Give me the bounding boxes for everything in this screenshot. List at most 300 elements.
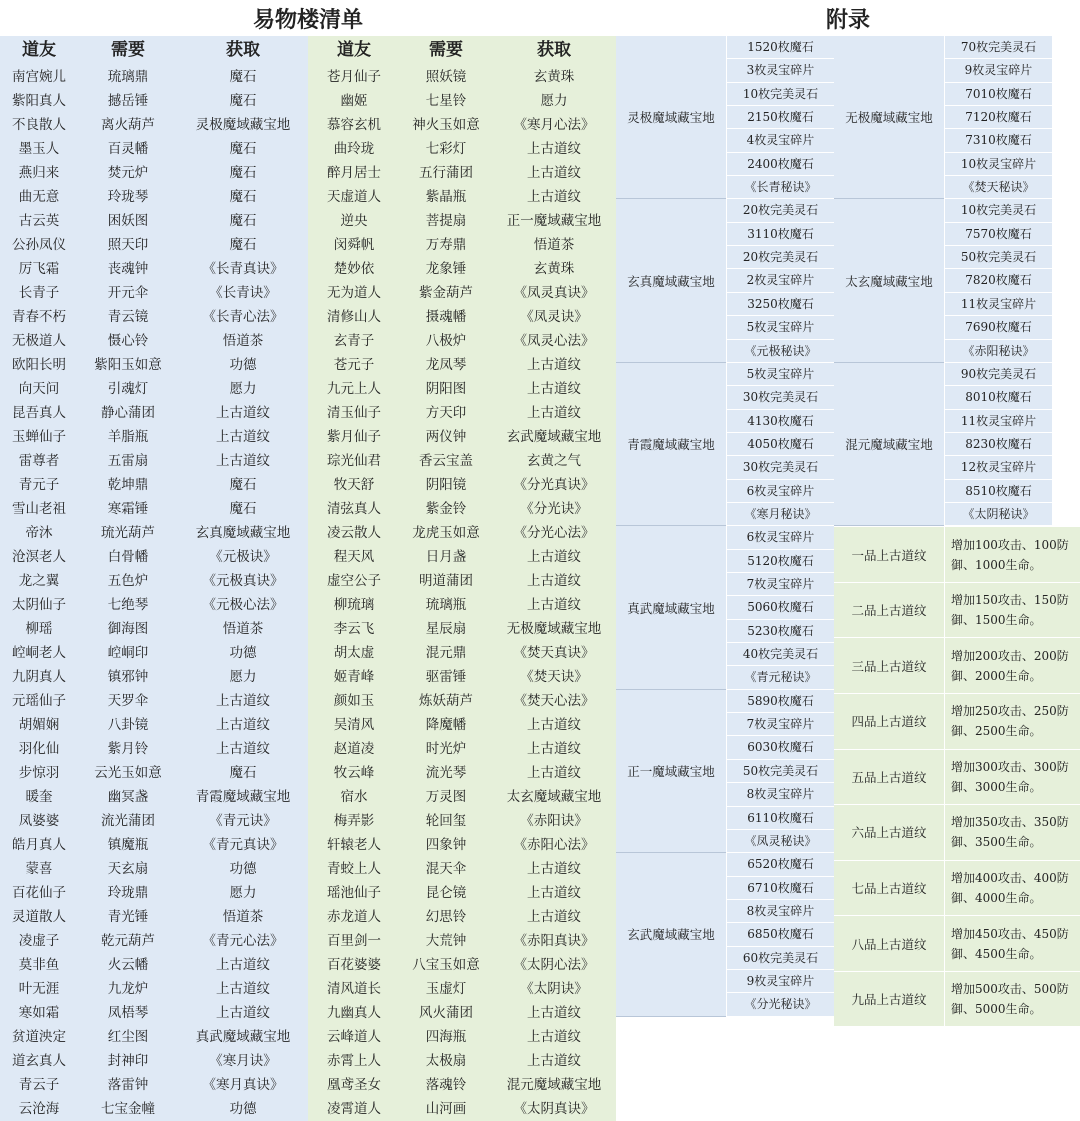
zone-reward: 7枚灵宝碎片 bbox=[726, 713, 834, 736]
table-cell: 上古道纹 bbox=[492, 881, 616, 905]
table-cell: 苍元子 bbox=[308, 353, 400, 377]
table-cell: 紫金葫芦 bbox=[400, 281, 492, 305]
table-cell: 慑心铃 bbox=[78, 329, 178, 353]
zone-reward: 《凤灵秘诀》 bbox=[726, 830, 834, 853]
table-cell: 琉光葫芦 bbox=[78, 521, 178, 545]
table-cell: 山河画 bbox=[400, 1097, 492, 1121]
table-cell: 醉月居士 bbox=[308, 161, 400, 185]
table-row bbox=[0, 305, 616, 329]
table-cell: 青元子 bbox=[0, 473, 78, 497]
table-cell: 凌虚子 bbox=[0, 929, 78, 953]
table-cell: 七星铃 bbox=[400, 89, 492, 113]
table-cell: 《寒月诀》 bbox=[178, 1049, 308, 1073]
zone-reward: 4枚灵宝碎片 bbox=[726, 129, 834, 152]
table-cell: 菩提扇 bbox=[400, 209, 492, 233]
table-cell: 赤龙道人 bbox=[308, 905, 400, 929]
table-cell: 《青元诀》 bbox=[178, 809, 308, 833]
table-cell: 《长青真诀》 bbox=[178, 257, 308, 281]
table-cell: 四象钟 bbox=[400, 833, 492, 857]
treasure-zone bbox=[834, 36, 1052, 199]
treasure-zone bbox=[616, 853, 834, 1016]
table-cell: 九元上人 bbox=[308, 377, 400, 401]
zone-reward: 50枚完美灵石 bbox=[944, 246, 1052, 269]
table-cell: 静心蒲团 bbox=[78, 401, 178, 425]
table-cell: 照天印 bbox=[78, 233, 178, 257]
table-header bbox=[0, 36, 616, 65]
grade-bonus: 增加100攻击、100防御、1000生命。 bbox=[944, 527, 1080, 582]
zone-reward: 11枚灵宝碎片 bbox=[944, 293, 1052, 316]
grade-name: 三品上古道纹 bbox=[834, 638, 944, 693]
table-cell: 混元魔域藏宝地 bbox=[492, 1073, 616, 1097]
table-cell: 《太阴心法》 bbox=[492, 953, 616, 977]
table-cell: 柳琉璃 bbox=[308, 593, 400, 617]
table-cell: 落雷钟 bbox=[78, 1073, 178, 1097]
table-cell: 五色炉 bbox=[78, 569, 178, 593]
grade-name: 六品上古道纹 bbox=[834, 805, 944, 860]
zone-reward: 《青元秘诀》 bbox=[726, 666, 834, 689]
zone-reward: 《长青秘诀》 bbox=[726, 176, 834, 199]
table-cell: 天罗伞 bbox=[78, 689, 178, 713]
table-cell: 玄青子 bbox=[308, 329, 400, 353]
table-row bbox=[0, 497, 616, 521]
table-row bbox=[0, 329, 616, 353]
table-cell: 百花仙子 bbox=[0, 881, 78, 905]
table-cell: 羊脂瓶 bbox=[78, 425, 178, 449]
table-cell: 上古道纹 bbox=[492, 161, 616, 185]
table-row bbox=[0, 1049, 616, 1073]
zone-reward: 5枚灵宝碎片 bbox=[726, 316, 834, 339]
table-cell: 上古道纹 bbox=[492, 353, 616, 377]
zone-reward: 5890枚魔石 bbox=[726, 690, 834, 713]
table-cell: 长青子 bbox=[0, 281, 78, 305]
table-cell: 百灵幡 bbox=[78, 137, 178, 161]
grade-bonus: 增加450攻击、450防御、4500生命。 bbox=[944, 916, 1080, 971]
table-cell: 九幽真人 bbox=[308, 1001, 400, 1025]
table-cell: 云沧海 bbox=[0, 1097, 78, 1121]
table-cell: 魔石 bbox=[178, 65, 308, 89]
table-cell: 向天问 bbox=[0, 377, 78, 401]
zone-reward: 5枚灵宝碎片 bbox=[726, 363, 834, 386]
table-row bbox=[0, 425, 616, 449]
table-cell: 龙象锤 bbox=[400, 257, 492, 281]
table-cell: 牧云峰 bbox=[308, 761, 400, 785]
table-cell: 功德 bbox=[178, 641, 308, 665]
table-cell: 玲珑鼎 bbox=[78, 881, 178, 905]
table-cell: 上古道纹 bbox=[492, 185, 616, 209]
grade-bonus: 增加200攻击、200防御、2000生命。 bbox=[944, 638, 1080, 693]
treasure-zone bbox=[834, 363, 1052, 526]
table-cell: 《元极诀》 bbox=[178, 545, 308, 569]
table-row bbox=[0, 185, 616, 209]
table-cell: 《分光心法》 bbox=[492, 521, 616, 545]
grade-name: 五品上古道纹 bbox=[834, 750, 944, 805]
table-row bbox=[0, 1025, 616, 1049]
table-cell: 紫阳玉如意 bbox=[78, 353, 178, 377]
table-row bbox=[0, 1001, 616, 1025]
table-cell: 《赤阳真诀》 bbox=[492, 929, 616, 953]
table-cell: 悟道茶 bbox=[178, 329, 308, 353]
table-cell: 吴清风 bbox=[308, 713, 400, 737]
table-row bbox=[0, 521, 616, 545]
zone-reward: 3250枚魔石 bbox=[726, 293, 834, 316]
exchange-table bbox=[0, 36, 616, 1121]
table-cell: 流光琴 bbox=[400, 761, 492, 785]
table-cell: 八极炉 bbox=[400, 329, 492, 353]
table-cell: 逆央 bbox=[308, 209, 400, 233]
table-cell: 公孙凤仪 bbox=[0, 233, 78, 257]
table-cell: 紫月铃 bbox=[78, 737, 178, 761]
table-cell: 焚元炉 bbox=[78, 161, 178, 185]
zone-reward: 《寒月秘诀》 bbox=[726, 503, 834, 526]
table-cell: 赤霄上人 bbox=[308, 1049, 400, 1073]
table-cell: 上古道纹 bbox=[178, 953, 308, 977]
table-cell: 上古道纹 bbox=[492, 905, 616, 929]
table-cell: 琉璃鼎 bbox=[78, 65, 178, 89]
table-cell: 撼岳锤 bbox=[78, 89, 178, 113]
table-cell: 欧阳长明 bbox=[0, 353, 78, 377]
zone-reward: 5230枚魔石 bbox=[726, 620, 834, 643]
table-cell: 莫非鱼 bbox=[0, 953, 78, 977]
table-cell: 云峰道人 bbox=[308, 1025, 400, 1049]
zone-reward: 5120枚魔石 bbox=[726, 550, 834, 573]
grade-row bbox=[834, 972, 1080, 1028]
table-cell: 玄黄珠 bbox=[492, 257, 616, 281]
table-cell: 上古道纹 bbox=[492, 401, 616, 425]
table-row bbox=[0, 881, 616, 905]
zone-name: 青霞魔域藏宝地 bbox=[616, 363, 726, 525]
table-cell: 崆峒老人 bbox=[0, 641, 78, 665]
table-cell: 紫月仙子 bbox=[308, 425, 400, 449]
zone-reward: 20枚完美灵石 bbox=[726, 199, 834, 222]
table-cell: 混天伞 bbox=[400, 857, 492, 881]
table-cell: 凌云散人 bbox=[308, 521, 400, 545]
table-cell: 《青元心法》 bbox=[178, 929, 308, 953]
table-cell: 悟道茶 bbox=[178, 617, 308, 641]
zone-reward: 9枚灵宝碎片 bbox=[944, 59, 1052, 82]
grade-row bbox=[834, 750, 1080, 806]
grade-name: 七品上古道纹 bbox=[834, 861, 944, 916]
zone-reward: 7570枚魔石 bbox=[944, 223, 1052, 246]
table-cell: 《太阴真诀》 bbox=[492, 1097, 616, 1121]
table-cell: 青霞魔域藏宝地 bbox=[178, 785, 308, 809]
table-cell: 《赤阳心法》 bbox=[492, 833, 616, 857]
table-cell: 悟道茶 bbox=[178, 905, 308, 929]
table-cell: 《长青诀》 bbox=[178, 281, 308, 305]
table-cell: 玄真魔域藏宝地 bbox=[178, 521, 308, 545]
table-cell: 愿力 bbox=[178, 881, 308, 905]
table-cell: 昆吾真人 bbox=[0, 401, 78, 425]
zone-reward: 40枚完美灵石 bbox=[726, 643, 834, 666]
zone-name: 玄真魔域藏宝地 bbox=[616, 199, 726, 361]
table-row bbox=[0, 929, 616, 953]
table-cell: 炼妖葫芦 bbox=[400, 689, 492, 713]
table-cell: 无为道人 bbox=[308, 281, 400, 305]
grade-row bbox=[834, 527, 1080, 583]
table-cell: 正一魔域藏宝地 bbox=[492, 209, 616, 233]
zone-reward: 6030枚魔石 bbox=[726, 736, 834, 759]
table-row bbox=[0, 281, 616, 305]
zone-reward: 6850枚魔石 bbox=[726, 923, 834, 946]
table-cell: 《焚天诀》 bbox=[492, 665, 616, 689]
table-cell: 《寒月心法》 bbox=[492, 113, 616, 137]
table-cell: 元瑶仙子 bbox=[0, 689, 78, 713]
zone-reward: 2枚灵宝碎片 bbox=[726, 269, 834, 292]
zone-reward: 2400枚魔石 bbox=[726, 153, 834, 176]
grade-bonus: 增加500攻击、500防御、5000生命。 bbox=[944, 972, 1080, 1027]
table-cell: 镇魔瓶 bbox=[78, 833, 178, 857]
table-cell: 李云飞 bbox=[308, 617, 400, 641]
table-cell: 上古道纹 bbox=[178, 401, 308, 425]
zone-reward: 6110枚魔石 bbox=[726, 807, 834, 830]
table-cell: 琮光仙君 bbox=[308, 449, 400, 473]
table-cell: 青春不朽 bbox=[0, 305, 78, 329]
table-cell: 星辰扇 bbox=[400, 617, 492, 641]
table-cell: 魔石 bbox=[178, 473, 308, 497]
table-cell: 上古道纹 bbox=[492, 713, 616, 737]
table-cell: 胡媚娴 bbox=[0, 713, 78, 737]
table-cell: 乾坤鼎 bbox=[78, 473, 178, 497]
table-cell: 香云宝盖 bbox=[400, 449, 492, 473]
table-cell: 火云幡 bbox=[78, 953, 178, 977]
table-cell: 胡太虚 bbox=[308, 641, 400, 665]
table-cell: 道玄真人 bbox=[0, 1049, 78, 1073]
table-cell: 《长青心法》 bbox=[178, 305, 308, 329]
table-cell: 程天风 bbox=[308, 545, 400, 569]
table-cell: 四海瓶 bbox=[400, 1025, 492, 1049]
table-cell: 云光玉如意 bbox=[78, 761, 178, 785]
table-cell: 苍月仙子 bbox=[308, 65, 400, 89]
grade-bonus: 增加150攻击、150防御、1500生命。 bbox=[944, 583, 1080, 638]
table-cell: 寒如霜 bbox=[0, 1001, 78, 1025]
table-row bbox=[0, 65, 616, 89]
zone-reward: 1520枚魔石 bbox=[726, 36, 834, 59]
table-cell: 魔石 bbox=[178, 89, 308, 113]
table-cell: 墨玉人 bbox=[0, 137, 78, 161]
table-cell: 上古道纹 bbox=[492, 1025, 616, 1049]
table-cell: 暖奎 bbox=[0, 785, 78, 809]
table-cell: 轩辕老人 bbox=[308, 833, 400, 857]
table-cell: 上古道纹 bbox=[178, 737, 308, 761]
table-cell: 赵道凌 bbox=[308, 737, 400, 761]
table-row bbox=[0, 353, 616, 377]
grade-name: 四品上古道纹 bbox=[834, 694, 944, 749]
zone-reward: 7120枚魔石 bbox=[944, 106, 1052, 129]
grade-name: 二品上古道纹 bbox=[834, 583, 944, 638]
table-cell: 青光锤 bbox=[78, 905, 178, 929]
table-cell: 上古道纹 bbox=[492, 1049, 616, 1073]
table-cell: 开元伞 bbox=[78, 281, 178, 305]
zone-reward: 60枚完美灵石 bbox=[726, 947, 834, 970]
table-cell: 真武魔域藏宝地 bbox=[178, 1025, 308, 1049]
treasure-zone bbox=[616, 199, 834, 362]
table-cell: 《焚天真诀》 bbox=[492, 641, 616, 665]
table-cell: 九阴真人 bbox=[0, 665, 78, 689]
table-cell: 玄黄珠 bbox=[492, 65, 616, 89]
table-cell: 紫金铃 bbox=[400, 497, 492, 521]
table-row bbox=[0, 713, 616, 737]
table-cell: 功德 bbox=[178, 1097, 308, 1121]
table-cell: 愿力 bbox=[492, 89, 616, 113]
table-cell: 清玉仙子 bbox=[308, 401, 400, 425]
table-cell: 轮回玺 bbox=[400, 809, 492, 833]
zone-reward: 90枚完美灵石 bbox=[944, 363, 1052, 386]
table-cell: 寒霜锤 bbox=[78, 497, 178, 521]
zone-reward: 8510枚魔石 bbox=[944, 480, 1052, 503]
zone-reward: 《太阴秘诀》 bbox=[944, 503, 1052, 526]
zone-reward: 7310枚魔石 bbox=[944, 129, 1052, 152]
table-cell: 上古道纹 bbox=[492, 545, 616, 569]
zone-reward: 50枚完美灵石 bbox=[726, 760, 834, 783]
table-cell: 魔石 bbox=[178, 185, 308, 209]
table-cell: 上古道纹 bbox=[178, 425, 308, 449]
zone-reward: 11枚灵宝碎片 bbox=[944, 410, 1052, 433]
table-cell: 上古道纹 bbox=[492, 737, 616, 761]
zone-reward: 8230枚魔石 bbox=[944, 433, 1052, 456]
table-cell: 上古道纹 bbox=[178, 1001, 308, 1025]
table-cell: 羽化仙 bbox=[0, 737, 78, 761]
table-cell: 姬青峰 bbox=[308, 665, 400, 689]
table-row bbox=[0, 641, 616, 665]
table-cell: 帝沐 bbox=[0, 521, 78, 545]
grade-name: 九品上古道纹 bbox=[834, 972, 944, 1027]
table-cell: 愿力 bbox=[178, 377, 308, 401]
zone-reward: 《赤阳秘诀》 bbox=[944, 340, 1052, 363]
table-cell: 功德 bbox=[178, 857, 308, 881]
grade-bonus: 增加400攻击、400防御、4000生命。 bbox=[944, 861, 1080, 916]
zone-name: 混元魔域藏宝地 bbox=[834, 363, 944, 525]
treasure-zone bbox=[616, 36, 834, 199]
table-row bbox=[0, 857, 616, 881]
table-cell: 《凤灵诀》 bbox=[492, 305, 616, 329]
table-cell: 功德 bbox=[178, 353, 308, 377]
table-cell: 宿水 bbox=[308, 785, 400, 809]
table-cell: 明道蒲团 bbox=[400, 569, 492, 593]
table-row bbox=[0, 377, 616, 401]
table-cell: 摄魂幡 bbox=[400, 305, 492, 329]
table-cell: 愿力 bbox=[178, 665, 308, 689]
header-cell: 获取 bbox=[492, 36, 616, 65]
table-cell: 封神印 bbox=[78, 1049, 178, 1073]
table-cell: 梅弄影 bbox=[308, 809, 400, 833]
zone-reward: 9枚灵宝碎片 bbox=[726, 970, 834, 993]
zone-reward: 8枚灵宝碎片 bbox=[726, 783, 834, 806]
table-row bbox=[0, 953, 616, 977]
grade-row bbox=[834, 805, 1080, 861]
header-cell: 道友 bbox=[308, 36, 400, 65]
table-cell: 上古道纹 bbox=[492, 593, 616, 617]
table-cell: 百里剑一 bbox=[308, 929, 400, 953]
zone-reward: 5060枚魔石 bbox=[726, 596, 834, 619]
zone-reward: 7010枚魔石 bbox=[944, 83, 1052, 106]
table-cell: 上古道纹 bbox=[492, 857, 616, 881]
table-cell: 无极道人 bbox=[0, 329, 78, 353]
table-cell: 琉璃瓶 bbox=[400, 593, 492, 617]
table-row bbox=[0, 761, 616, 785]
table-cell: 青云子 bbox=[0, 1073, 78, 1097]
zone-reward: 12枚灵宝碎片 bbox=[944, 456, 1052, 479]
table-cell: 《赤阳诀》 bbox=[492, 809, 616, 833]
zone-name: 玄武魔域藏宝地 bbox=[616, 853, 726, 1015]
table-cell: 玉蝉仙子 bbox=[0, 425, 78, 449]
treasure-zone bbox=[616, 363, 834, 526]
table-cell: 魔石 bbox=[178, 233, 308, 257]
table-cell: 驱雷锤 bbox=[400, 665, 492, 689]
table-cell: 悟道茶 bbox=[492, 233, 616, 257]
table-cell: 崆峒印 bbox=[78, 641, 178, 665]
table-cell: 阴阳镜 bbox=[400, 473, 492, 497]
table-cell: 上古道纹 bbox=[178, 977, 308, 1001]
table-cell: 降魔幡 bbox=[400, 713, 492, 737]
table-cell: 上古道纹 bbox=[492, 569, 616, 593]
grade-row bbox=[834, 694, 1080, 750]
header-cell: 需要 bbox=[400, 36, 492, 65]
appendix-panel bbox=[616, 36, 1080, 1117]
table-cell: 御海图 bbox=[78, 617, 178, 641]
appendix-title: 附录 bbox=[825, 7, 870, 33]
table-cell: 《太阴诀》 bbox=[492, 977, 616, 1001]
table-cell: 叶无涯 bbox=[0, 977, 78, 1001]
table-cell: 牧天舒 bbox=[308, 473, 400, 497]
table-cell: 风火蒲团 bbox=[400, 1001, 492, 1025]
table-cell: 慕容玄机 bbox=[308, 113, 400, 137]
table-cell: 七宝金幢 bbox=[78, 1097, 178, 1121]
table-cell: 上古道纹 bbox=[178, 713, 308, 737]
grade-bonus: 增加250攻击、250防御、2500生命。 bbox=[944, 694, 1080, 749]
table-row bbox=[0, 809, 616, 833]
table-cell: 楚妙依 bbox=[308, 257, 400, 281]
table-cell: 魔石 bbox=[178, 209, 308, 233]
grade-name: 一品上古道纹 bbox=[834, 527, 944, 582]
grade-row bbox=[834, 583, 1080, 639]
table-cell: 魔石 bbox=[178, 761, 308, 785]
zone-reward: 30枚完美灵石 bbox=[726, 456, 834, 479]
table-cell: 大荒钟 bbox=[400, 929, 492, 953]
table-row bbox=[0, 833, 616, 857]
table-cell: 上古道纹 bbox=[492, 377, 616, 401]
table-cell: 时光炉 bbox=[400, 737, 492, 761]
table-cell: 清弦真人 bbox=[308, 497, 400, 521]
table-cell: 八宝玉如意 bbox=[400, 953, 492, 977]
table-cell: 太阴仙子 bbox=[0, 593, 78, 617]
table-cell: 照妖镜 bbox=[400, 65, 492, 89]
table-cell: 燕归来 bbox=[0, 161, 78, 185]
table-cell: 《寒月真诀》 bbox=[178, 1073, 308, 1097]
table-cell: 皓月真人 bbox=[0, 833, 78, 857]
table-cell: 《青元真诀》 bbox=[178, 833, 308, 857]
table-cell: 上古道纹 bbox=[492, 1001, 616, 1025]
zone-reward: 2150枚魔石 bbox=[726, 106, 834, 129]
zone-name: 灵极魔域藏宝地 bbox=[616, 36, 726, 198]
table-cell: 阴阳图 bbox=[400, 377, 492, 401]
table-cell: 万灵图 bbox=[400, 785, 492, 809]
table-cell: 凤婆婆 bbox=[0, 809, 78, 833]
table-cell: 贫道泱定 bbox=[0, 1025, 78, 1049]
table-cell: 神火玉如意 bbox=[400, 113, 492, 137]
table-cell: 上古道纹 bbox=[492, 137, 616, 161]
table-row bbox=[0, 977, 616, 1001]
table-row bbox=[0, 257, 616, 281]
table-cell: 《分光诀》 bbox=[492, 497, 616, 521]
table-cell: 《凤灵心法》 bbox=[492, 329, 616, 353]
header-cell: 获取 bbox=[178, 36, 308, 65]
table-cell: 七彩灯 bbox=[400, 137, 492, 161]
table-cell: 厉飞霜 bbox=[0, 257, 78, 281]
table-cell: 南宫婉儿 bbox=[0, 65, 78, 89]
table-cell: 天玄扇 bbox=[78, 857, 178, 881]
table-cell: 灵道散人 bbox=[0, 905, 78, 929]
header-cell: 道友 bbox=[0, 36, 78, 65]
table-cell: 龙虎玉如意 bbox=[400, 521, 492, 545]
